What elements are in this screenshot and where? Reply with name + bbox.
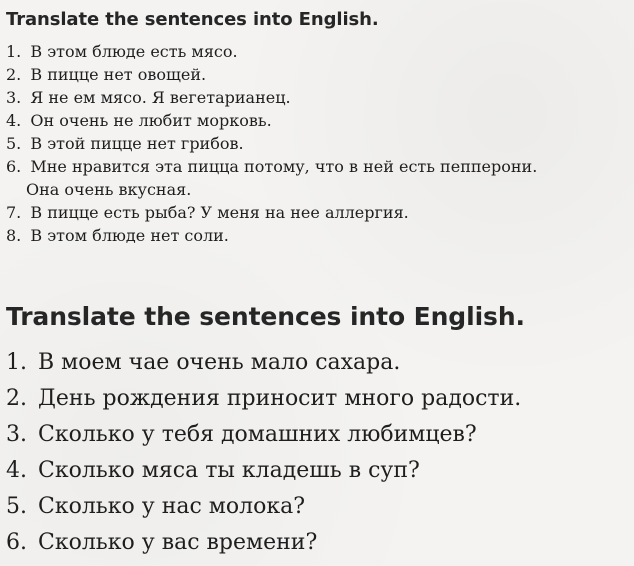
sentence-text: Сколько у нас молока?	[38, 494, 306, 519]
sentence-text: Он очень не любит морковь.	[30, 111, 272, 130]
sentence-item-3	[6, 417, 634, 453]
sentence-text: В этом блюде нет соли.	[30, 226, 229, 245]
sentence-item-4	[6, 453, 634, 489]
sentence-number: 2.	[6, 65, 22, 84]
sentence-item-1	[6, 40, 634, 63]
sentence-item-5	[6, 489, 634, 525]
sentence-item-2	[6, 381, 634, 417]
exercise-section-1	[6, 8, 634, 247]
sentence-item-6	[6, 155, 634, 201]
sentence-number: 1.	[6, 350, 27, 375]
exercise-section-2	[6, 300, 634, 561]
sentence-text: В этом блюде есть мясо.	[30, 42, 238, 61]
sentence-item-6	[6, 525, 634, 561]
sentence-item-5	[6, 132, 634, 155]
sentence-number: 4.	[6, 458, 27, 483]
sentence-number: 8.	[6, 226, 22, 245]
sentence-text-line-1: Мне нравится эта пицца потому, что в ней есть пепперони.	[30, 157, 538, 176]
sentence-number: 7.	[6, 203, 22, 222]
sentence-item-1	[6, 345, 634, 381]
exercise-title-1: Translate the sentences into English.	[6, 9, 379, 30]
sentence-text-line-2: Она очень вкусная.	[26, 180, 192, 199]
sentence-text: В пицце есть рыба? У меня на нее аллергия.	[30, 203, 409, 222]
sentence-item-4	[6, 109, 634, 132]
sentence-item-2	[6, 63, 634, 86]
exercise-title-2: Translate the sentences into English.	[6, 302, 525, 331]
sentence-number: 1.	[6, 42, 22, 61]
sentence-text: В этой пицце нет грибов.	[30, 134, 244, 153]
sentence-text: Сколько у вас времени?	[38, 530, 318, 555]
sentence-number: 5.	[6, 134, 22, 153]
sentence-item-8	[6, 224, 634, 247]
sentence-number: 5.	[6, 494, 27, 519]
sentence-text: Я не ем мясо. Я вегетарианец.	[30, 88, 291, 107]
sentence-item-3	[6, 86, 634, 109]
sentence-number: 2.	[6, 386, 27, 411]
sentence-number: 3.	[6, 422, 27, 447]
sentence-text: День рождения приносит много радости.	[38, 386, 522, 411]
sentence-text: Сколько мяса ты кладешь в суп?	[38, 458, 420, 483]
sentence-number: 3.	[6, 88, 22, 107]
sentence-number: 6.	[6, 530, 27, 555]
sentence-item-7	[6, 201, 634, 224]
sentence-text: В моем чае очень мало сахара.	[38, 350, 401, 375]
sentence-number: 6.	[6, 157, 22, 176]
sentence-text: В пицце нет овощей.	[30, 65, 207, 84]
sentence-text: Сколько у тебя домашних любимцев?	[38, 422, 477, 447]
exercise-list-2	[6, 345, 634, 561]
exercise-list-1	[6, 40, 634, 247]
sentence-number: 4.	[6, 111, 22, 130]
